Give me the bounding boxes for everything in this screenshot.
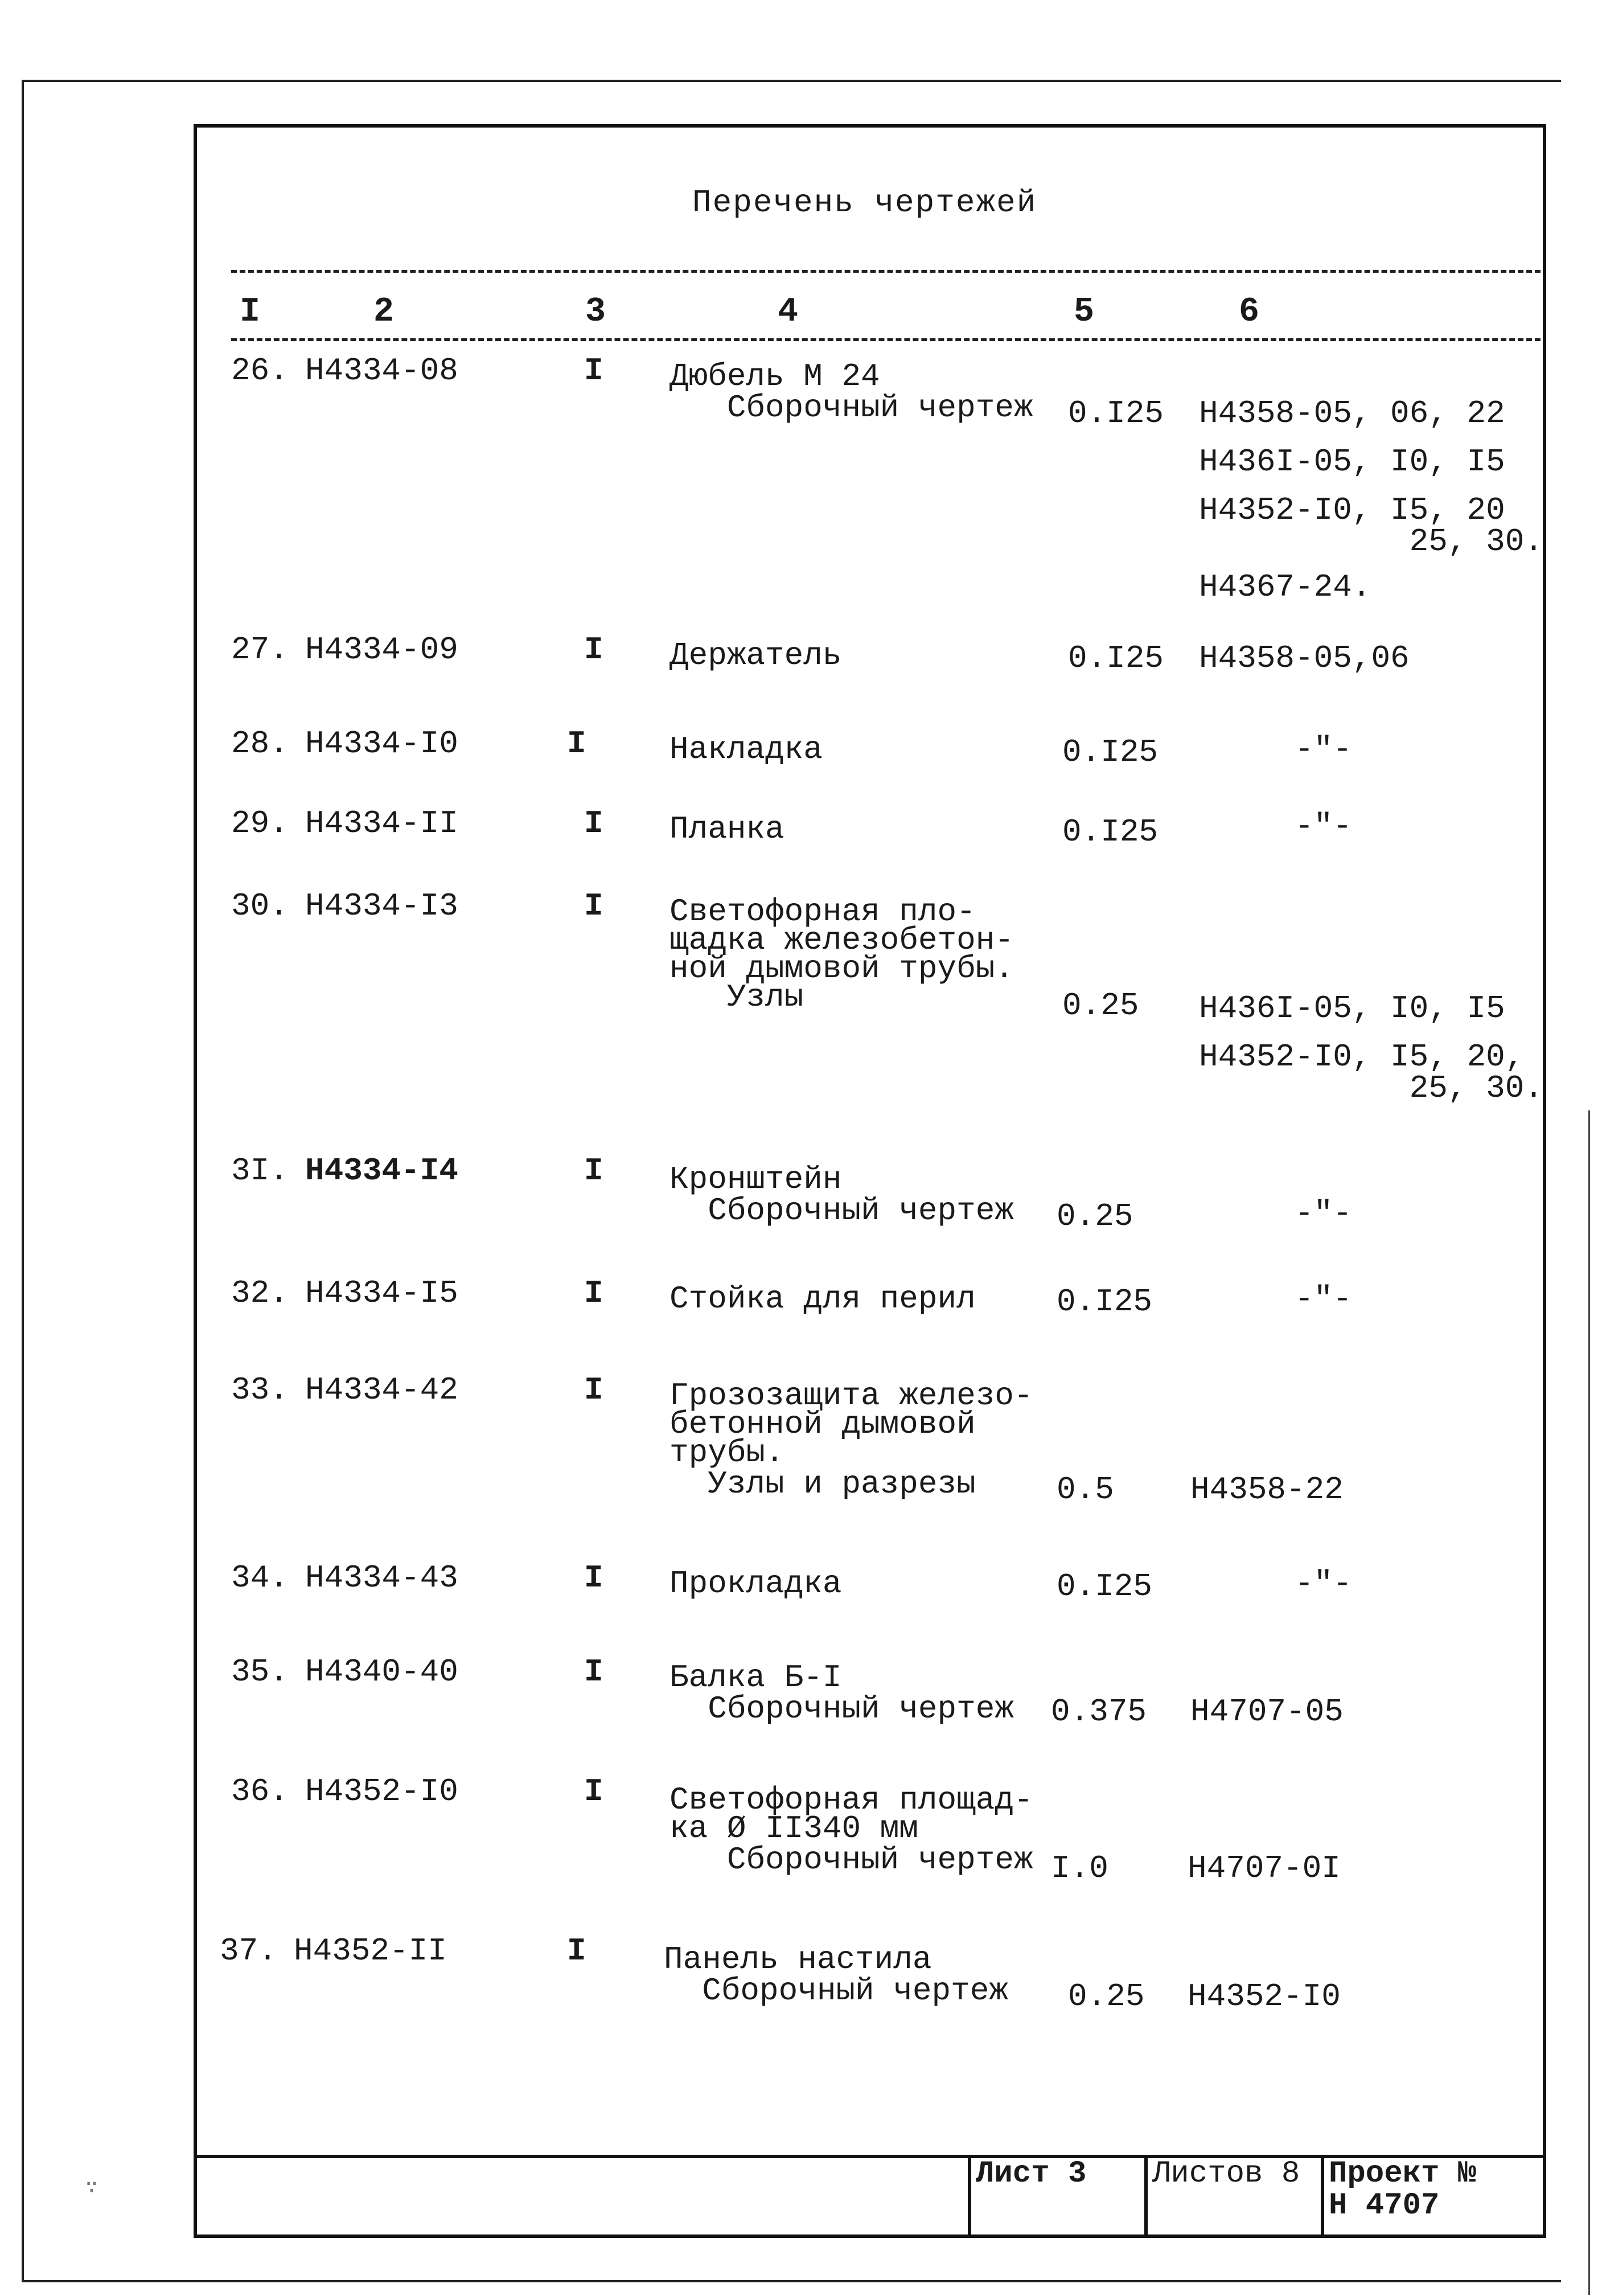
- quantity: I: [584, 888, 603, 924]
- drawing-name-line: Прокладка: [669, 1565, 842, 1602]
- drawing-name-line: Светофорная пло-: [669, 893, 976, 930]
- col-header-6: 6: [1239, 293, 1260, 331]
- row-number: 36.: [231, 1773, 289, 1810]
- quantity: I: [584, 1773, 603, 1810]
- row-number: 27.: [231, 632, 289, 668]
- quantity: I: [584, 1654, 603, 1690]
- scale-value: I.0: [1051, 1850, 1108, 1887]
- reference-line: H4707-0I: [1188, 1850, 1341, 1887]
- reference-line: H4367-24.: [1199, 569, 1371, 605]
- col-header-1: I: [240, 293, 261, 331]
- drawing-name-line: трубы.: [669, 1434, 784, 1471]
- scale-value: 0.25: [1068, 1978, 1145, 2015]
- reference-line: H4358-05,06: [1199, 640, 1410, 676]
- row-number: 3I.: [231, 1153, 289, 1189]
- quantity: I: [567, 725, 586, 762]
- scale-value: 0.I25: [1062, 734, 1159, 770]
- drawing-name-line: Панель настила: [664, 1941, 932, 1978]
- scale-value: 0.25: [1057, 1198, 1133, 1235]
- scale-value: 0.I25: [1068, 395, 1164, 432]
- reference-line: -"-: [1199, 808, 1352, 844]
- title-block: [194, 2155, 1546, 2241]
- scan-artifact: ∵: [85, 2176, 98, 2200]
- drawing-code: H4352-I0: [305, 1773, 458, 1810]
- page-title: Перечень чертежей: [692, 184, 1037, 221]
- drawing-code: H4334-43: [305, 1560, 458, 1596]
- quantity: I: [584, 805, 603, 842]
- row-number: 32.: [231, 1275, 289, 1311]
- header-bottom-rule: [231, 338, 1541, 341]
- drawing-name-line: Держатель: [669, 637, 842, 674]
- project-block: [1321, 2158, 1545, 2238]
- drawing-code: H4340-40: [305, 1654, 458, 1690]
- drawing-code: H4334-42: [305, 1372, 458, 1408]
- scale-value: 0.375: [1051, 1694, 1147, 1730]
- drawing-code: H4334-I3: [305, 888, 458, 924]
- reference-line: H4358-05, 06, 22: [1199, 395, 1505, 432]
- drawing-name-line: Дюбель М 24: [669, 358, 880, 395]
- drawing-name-line: Светофорная площад-: [669, 1782, 1033, 1818]
- reference-line: H4358-22: [1190, 1471, 1344, 1508]
- reference-line: H4352-I0, I5, 20,: [1199, 1039, 1525, 1075]
- scale-value: 0.I25: [1057, 1568, 1153, 1605]
- drawing-name-line: ка Ø II340 мм: [669, 1810, 918, 1847]
- sheet-count: Листов 8: [1144, 2158, 1323, 2238]
- drawing-name-line: Кронштейн: [669, 1161, 842, 1198]
- drawing-code: H4334-08: [305, 352, 458, 389]
- reference-line: H436I-05, I0, I5: [1199, 990, 1505, 1027]
- reference-line: -"-: [1199, 731, 1352, 768]
- drawing-name-line: ной дымовой трубы.: [669, 950, 1014, 987]
- row-number: 33.: [231, 1372, 289, 1408]
- row-number: 35.: [231, 1654, 289, 1690]
- reference-line: -"-: [1199, 1195, 1352, 1232]
- drawing-name-line: щадка железобетон-: [669, 922, 1014, 958]
- header-top-rule: [231, 270, 1541, 273]
- drawing-name-line: Планка: [669, 811, 784, 847]
- quantity: I: [567, 1933, 586, 1969]
- row-number: 37.: [220, 1933, 277, 1969]
- drawing-name-line: Сборочный чертеж: [669, 390, 1033, 426]
- quantity: I: [584, 632, 603, 668]
- scale-value: 0.I25: [1057, 1284, 1153, 1320]
- col-header-3: 3: [585, 293, 606, 331]
- col-header-4: 4: [778, 293, 799, 331]
- drawing-code: H4334-I4: [305, 1153, 458, 1189]
- sheet-number: Лист 3: [968, 2158, 1147, 2238]
- drawing-code: H4334-I0: [305, 725, 458, 762]
- drawing-code: H4352-II: [294, 1933, 447, 1969]
- reference-line: -"-: [1199, 1565, 1352, 1602]
- drawing-name-line: Накладка: [669, 731, 823, 768]
- drawing-sheet: [194, 124, 1546, 2238]
- reference-line: 25, 30.: [1199, 1070, 1543, 1106]
- quantity: I: [584, 1275, 603, 1311]
- row-number: 26.: [231, 352, 289, 389]
- project-label: Проект №: [1329, 2156, 1477, 2191]
- reference-line: H4707-05: [1190, 1694, 1344, 1730]
- row-number: 29.: [231, 805, 289, 842]
- drawing-name-line: Грозозащита железо-: [669, 1377, 1033, 1414]
- drawing-name-line: Балка Б-I: [669, 1659, 842, 1696]
- col-header-5: 5: [1074, 293, 1095, 331]
- drawing-code: H4334-I5: [305, 1275, 458, 1311]
- drawing-name-line: Сборочный чертеж: [669, 1691, 1014, 1727]
- drawing-name-line: Сборочный чертеж: [669, 1842, 1033, 1878]
- reference-line: H4352-I0, I5, 20: [1199, 492, 1505, 528]
- reference-line: H4352-I0: [1188, 1978, 1341, 2015]
- col-header-2: 2: [373, 293, 395, 331]
- drawing-name-line: Узлы и разрезы: [669, 1466, 976, 1502]
- drawing-name-line: бетонной дымовой: [669, 1406, 976, 1442]
- quantity: I: [584, 1153, 603, 1189]
- quantity: I: [584, 1560, 603, 1596]
- drawing-name-line: Сборочный чертеж: [664, 1973, 1008, 2009]
- reference-line: 25, 30.: [1199, 523, 1543, 560]
- reference-line: H436I-05, I0, I5: [1199, 444, 1505, 480]
- quantity: I: [584, 1372, 603, 1408]
- drawing-name-line: Стойка для перил: [669, 1281, 976, 1317]
- reference-line: -"-: [1199, 1281, 1352, 1317]
- project-number: H 4707: [1329, 2188, 1440, 2223]
- scale-value: 0.5: [1057, 1471, 1114, 1508]
- right-margin-rule: [1588, 1110, 1590, 2295]
- scale-value: 0.I25: [1062, 814, 1159, 850]
- row-number: 30.: [231, 888, 289, 924]
- drawing-name-line: Сборочный чертеж: [669, 1192, 1014, 1229]
- row-number: 34.: [231, 1560, 289, 1596]
- quantity: I: [584, 352, 603, 389]
- scale-value: 0.25: [1062, 987, 1139, 1024]
- drawing-code: H4334-II: [305, 805, 458, 842]
- drawing-code: H4334-09: [305, 632, 458, 668]
- drawing-name-line: Узлы: [669, 979, 804, 1015]
- row-number: 28.: [231, 725, 289, 762]
- scale-value: 0.I25: [1068, 640, 1164, 676]
